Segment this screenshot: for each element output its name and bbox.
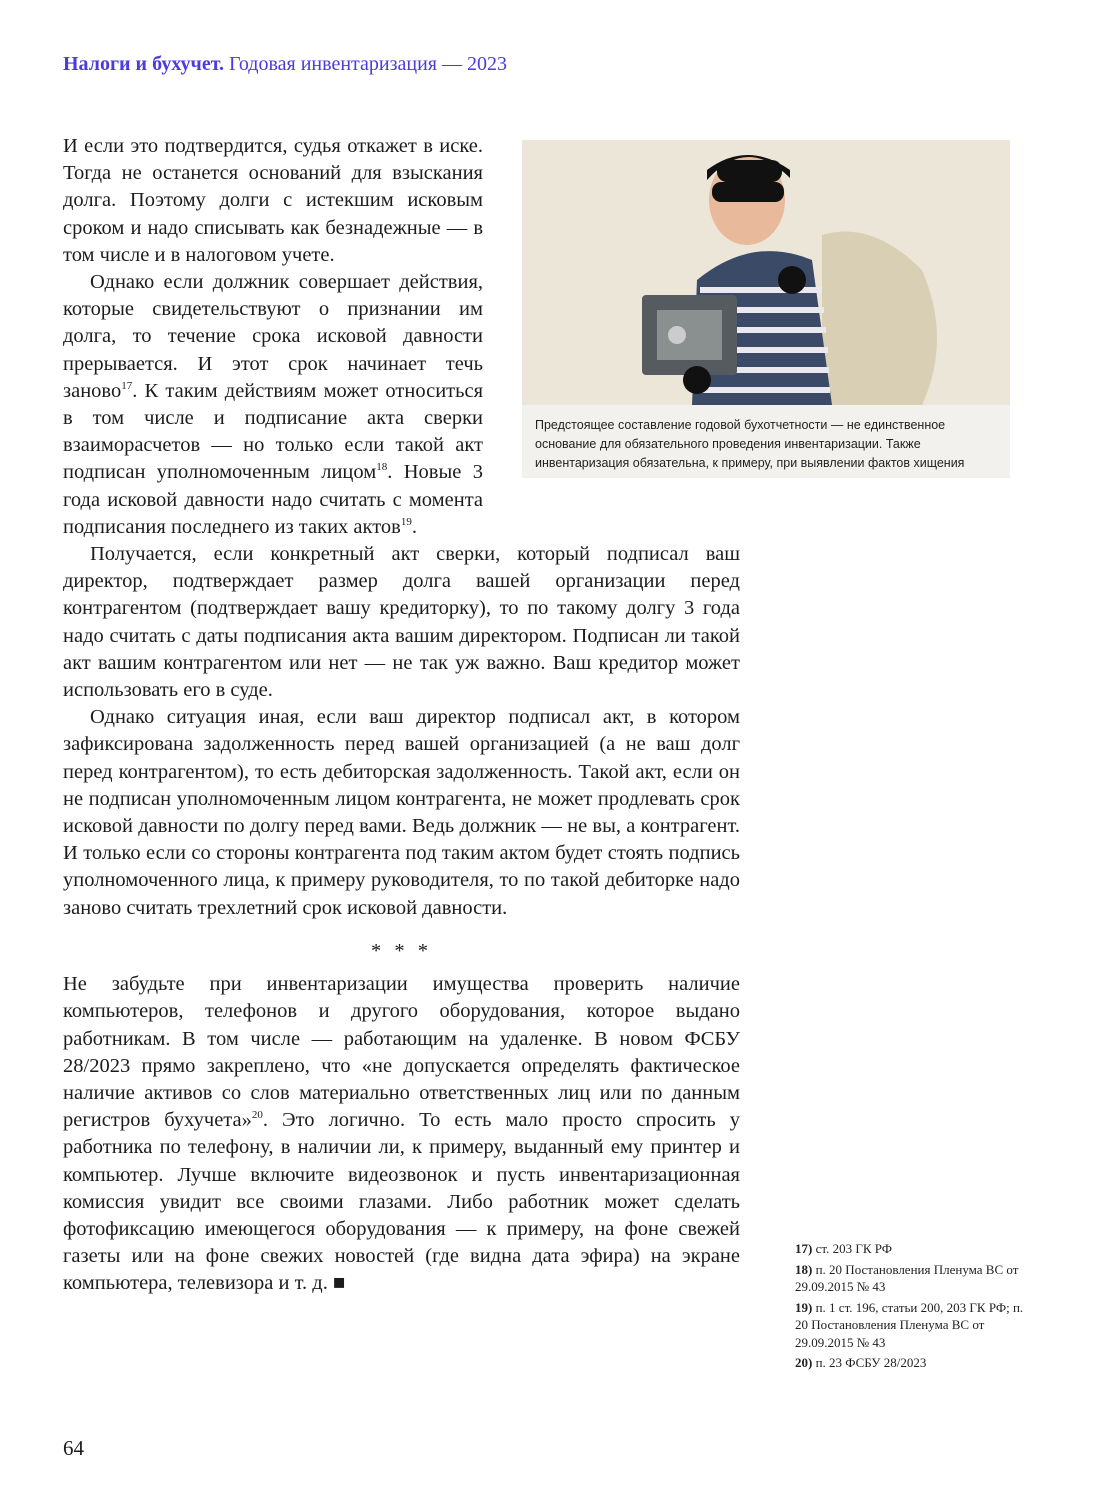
figure bbox=[522, 140, 1010, 478]
footnote-ref[interactable]: 19 bbox=[400, 516, 412, 529]
paragraph: Однако ситуация иная, если ваш директор подписал акт, в котором зафиксирована задолженность перед вашей организацией (а не ваш долг перед контрагентом), то есть дебиторская задолженность. Такой акт, если он не подписан уполномоченным лицом контрагента, не может продлевать срок исковой давности по долгу перед вами. Ведь должник — не вы, а контрагент. И только если со стороны контрагента под таким актом будет стоять подпись уполномоченного лица, к примеру руководителя, то по такой дебиторке надо заново считать трехлетний срок исковой давности. bbox=[63, 706, 740, 919]
header-section: Налоги и бухучет. bbox=[63, 53, 225, 75]
page-number: 64 bbox=[63, 1436, 84, 1460]
footnote-20: 20) п. 23 ФСБУ 28/2023 bbox=[795, 1355, 927, 1370]
footnote-17: 17) ст. 203 ГК РФ bbox=[795, 1241, 893, 1256]
figure-caption: Предстоящее составление годовой бухотчетности — не единственное основание для обязательного проведения инвентаризации. Также инвентаризация обязательна, к примеру, при выявлении фактов хищения bbox=[535, 418, 965, 470]
section-separator: * * * bbox=[371, 939, 432, 962]
footnote-19: 19) п. 1 ст. 196, статьи 200, 203 ГК РФ; п. 20 Постановления Пленума ВС от 29.09.2015 № 43 bbox=[795, 1299, 1024, 1350]
footnote-18: 18) п. 20 Постановления Пленума ВС от 29.09.2015 № 43 bbox=[795, 1261, 1019, 1294]
paragraph: Получается, если конкретный акт сверки, который подписал ваш директор, подтверждает размер долга вашей организации перед контрагентом (подтверждает вашу кредиторку), то по такому долгу 3 года надо считать с даты подписания акта вашим директором. Подписан ли такой акт вашим контрагентом или нет — не так уж важно. Ваш кредитор может использовать его в суде. bbox=[63, 543, 740, 702]
running-header bbox=[63, 53, 507, 76]
paragraph: И если это подтвердится, судья откажет в иске. Тогда не останется оснований для взыскания долга. Поэтому долги с истекшим исковым сроком и надо списывать как безнадежные — в том числе и в налоговом учете. bbox=[63, 135, 483, 266]
footnotes bbox=[795, 1240, 1035, 1375]
robber-photo bbox=[522, 140, 1010, 405]
paragraph: Не забудьте при инвентаризации имущества проверить наличие компьютеров, телефонов и другого оборудования, которое выдано работникам. В том числе — работающим на удаленке. В новом ФСБУ 28/2023 прямо закреплено, что «не допускается определять фактическое наличие активов со слов материально ответственных лиц или по данным регистров бухучета»$^{20}$. Это логично. То есть мало просто спросить у работника по телефону, в наличии ли, к примеру, выданный ему принтер и компьютер. Лучше включите видеозвонок и пусть инвентаризационная комиссия увидит все своими глазами. Либо работник может сделать фотофиксацию имеющегося оборудования — к примеру, на фоне свежей газеты или на фоне свежих новостей (где видна дата эфира) на экране компьютера, телевизора и т. д. ■ bbox=[63, 973, 740, 1295]
footnote-ref[interactable]: 17 bbox=[121, 380, 133, 392]
paragraph: Однако если должник совершает действия, которые свидетельствуют о признании им долга, то течение срока исковой давности прерывается. И этот срок начинает течь заново$^{17}$. К таким действиям может относиться в том числе и подписание акта сверки взаиморасчетов — но только если такой акт подписан уполномоченным лицом$^{18}$. Новые 3 года исковой давности надо считать с момента подписания последнего из таких актов$^{19}$. bbox=[63, 271, 483, 538]
footnote-ref[interactable]: 20 bbox=[251, 1109, 263, 1122]
header-title: Годовая инвентаризация — 2023 bbox=[229, 53, 507, 75]
footnote-ref[interactable]: 18 bbox=[376, 461, 388, 474]
